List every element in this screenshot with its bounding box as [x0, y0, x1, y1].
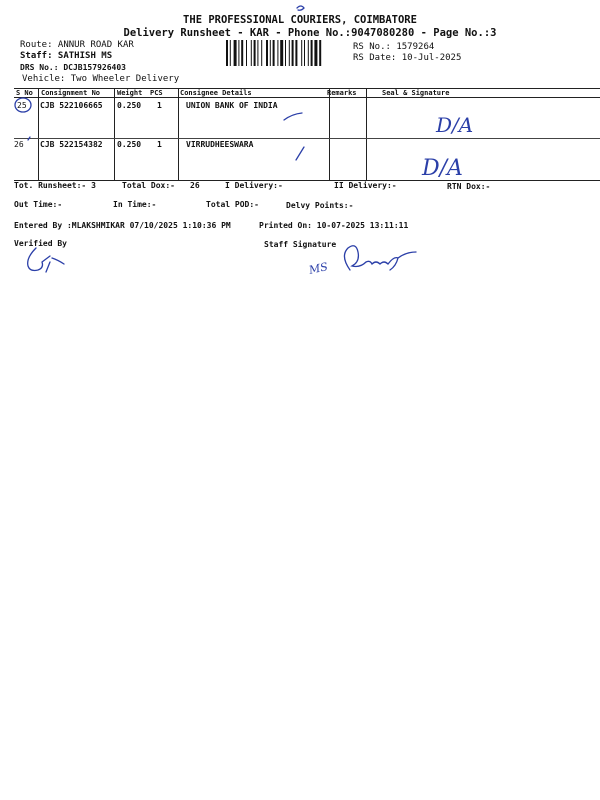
header-seal: Seal & Signature	[382, 89, 450, 97]
seal-note: D/A	[422, 156, 463, 181]
row-weight: 0.250	[117, 101, 142, 110]
seal-note: D/A	[436, 113, 474, 137]
printed-on: Printed On: 10-07-2025 13:11:11	[259, 221, 409, 230]
drs-number: DRS No.: DCJB157926403	[20, 63, 126, 72]
delvy-points: Delvy Points:-	[286, 201, 354, 210]
row-sno: 25	[17, 101, 27, 110]
sno-circle-icon	[15, 98, 31, 112]
tot-runsheet: Tot. Runsheet:- 3	[14, 181, 96, 190]
row-consignment: CJB 522154382	[40, 140, 103, 149]
row-consignee: UNION BANK OF INDIA	[186, 101, 278, 110]
check-mark-icon	[284, 113, 302, 120]
verified-signature-icon	[28, 248, 64, 272]
total-dox-value: 26	[190, 181, 200, 190]
total-dox-label: Total Dox:-	[122, 181, 175, 190]
row-consignee: VIRRUDHEESWARA	[186, 140, 254, 149]
pen-tick-icon	[28, 137, 30, 140]
header-consignee: Consignee Details	[180, 89, 252, 97]
row-sno: 26	[14, 140, 24, 149]
out-time: Out Time:-	[14, 200, 63, 209]
header-weight: Weight	[117, 89, 143, 97]
handwritten-initials: MS	[307, 260, 329, 277]
row-pcs: 1	[157, 101, 162, 110]
ii-delivery: II Delivery:-	[334, 181, 397, 190]
pen-marks	[0, 0, 600, 300]
route-label: Route: ANNUR ROAD KAR	[20, 40, 134, 50]
rs-date: RS Date: 10-Jul-2025	[353, 53, 462, 63]
vehicle-label: Vehicle: Two Wheeler Delivery	[22, 74, 180, 84]
staff-signature-icon	[344, 246, 416, 270]
rtn-dox: RTN Dox:-	[447, 182, 491, 191]
rs-number: RS No.: 1579264	[353, 42, 435, 52]
in-time: In Time:-	[113, 200, 157, 209]
runsheet-title: Delivery Runsheet - KAR - Phone No.:9047080280 - Page No.:3	[123, 27, 497, 39]
i-delivery: I Delivery:-	[225, 181, 283, 190]
check-mark-icon	[296, 147, 304, 160]
row-weight: 0.250	[117, 140, 142, 149]
header-pcs: PCS	[150, 89, 163, 97]
verified-by: Verified By	[14, 239, 67, 248]
header-sno: S No	[16, 89, 33, 97]
row-consignment: CJB 522106665	[40, 101, 103, 110]
company-name: THE PROFESSIONAL COURIERS, COIMBATORE	[183, 14, 417, 26]
total-pod: Total POD:-	[206, 200, 259, 209]
staff-signature-label: Staff Signature	[264, 240, 337, 249]
staff-label: Staff: SATHISH MS	[20, 51, 113, 61]
header-consignment: Consignment No	[41, 89, 101, 97]
pen-tick-icon	[297, 6, 304, 10]
row-pcs: 1	[157, 140, 162, 149]
header-remarks: Remarks	[327, 89, 357, 97]
entered-by: Entered By :MLAKSHMIKAR 07/10/2025 1:10:36 PM	[14, 221, 231, 230]
